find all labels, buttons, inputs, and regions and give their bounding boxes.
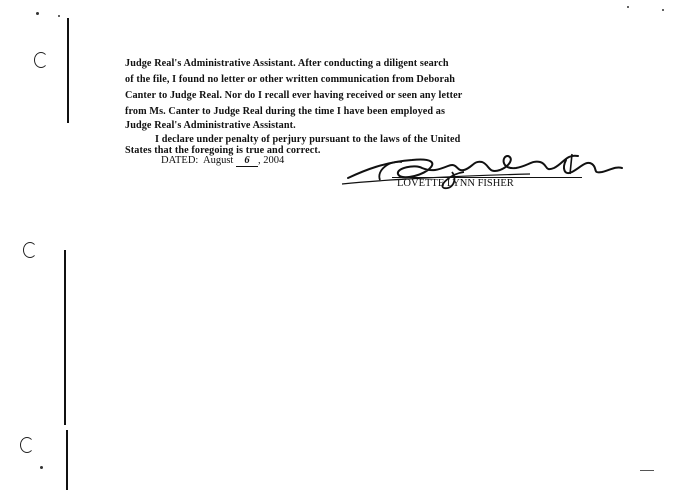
binding-line-top xyxy=(67,18,69,123)
scan-speck xyxy=(627,6,629,8)
punch-hole-middle xyxy=(23,242,37,258)
scan-speck xyxy=(58,15,60,17)
declaration-line: States that the foregoing is true and correct. xyxy=(125,145,321,156)
declaration-line: I declare under penalty of perjury pursuant to the laws of the United xyxy=(155,134,461,145)
scan-speck xyxy=(40,466,43,469)
scan-speck xyxy=(36,12,39,15)
signer-name: LOVETTE LYNN FISHER xyxy=(397,178,514,189)
punch-hole-top xyxy=(34,52,48,68)
body-text-line: of the file, I found no letter or other written communication from Deborah xyxy=(125,74,456,85)
dated-month: August xyxy=(203,155,234,166)
footer-mark xyxy=(640,470,654,471)
punch-hole-bottom xyxy=(20,437,34,453)
binding-line-bottom xyxy=(66,430,68,490)
dated-year: , 2004 xyxy=(257,155,285,166)
dated-day: 6 xyxy=(236,155,258,167)
dated-line xyxy=(161,155,284,167)
dated-label: DATED: xyxy=(161,155,199,166)
binding-line-middle xyxy=(64,250,66,425)
scan-speck xyxy=(662,9,664,11)
body-text-line: Judge Real's Administrative Assistant. After conducting a diligent search xyxy=(125,58,449,69)
body-text-line: Canter to Judge Real. Nor do I recall ever having received or seen any letter xyxy=(125,90,463,101)
body-text-line: from Ms. Canter to Judge Real during the time I have been employed as xyxy=(125,106,446,117)
handwritten-signature xyxy=(340,150,625,200)
body-text-line: Judge Real's Administrative Assistant. xyxy=(125,120,296,131)
